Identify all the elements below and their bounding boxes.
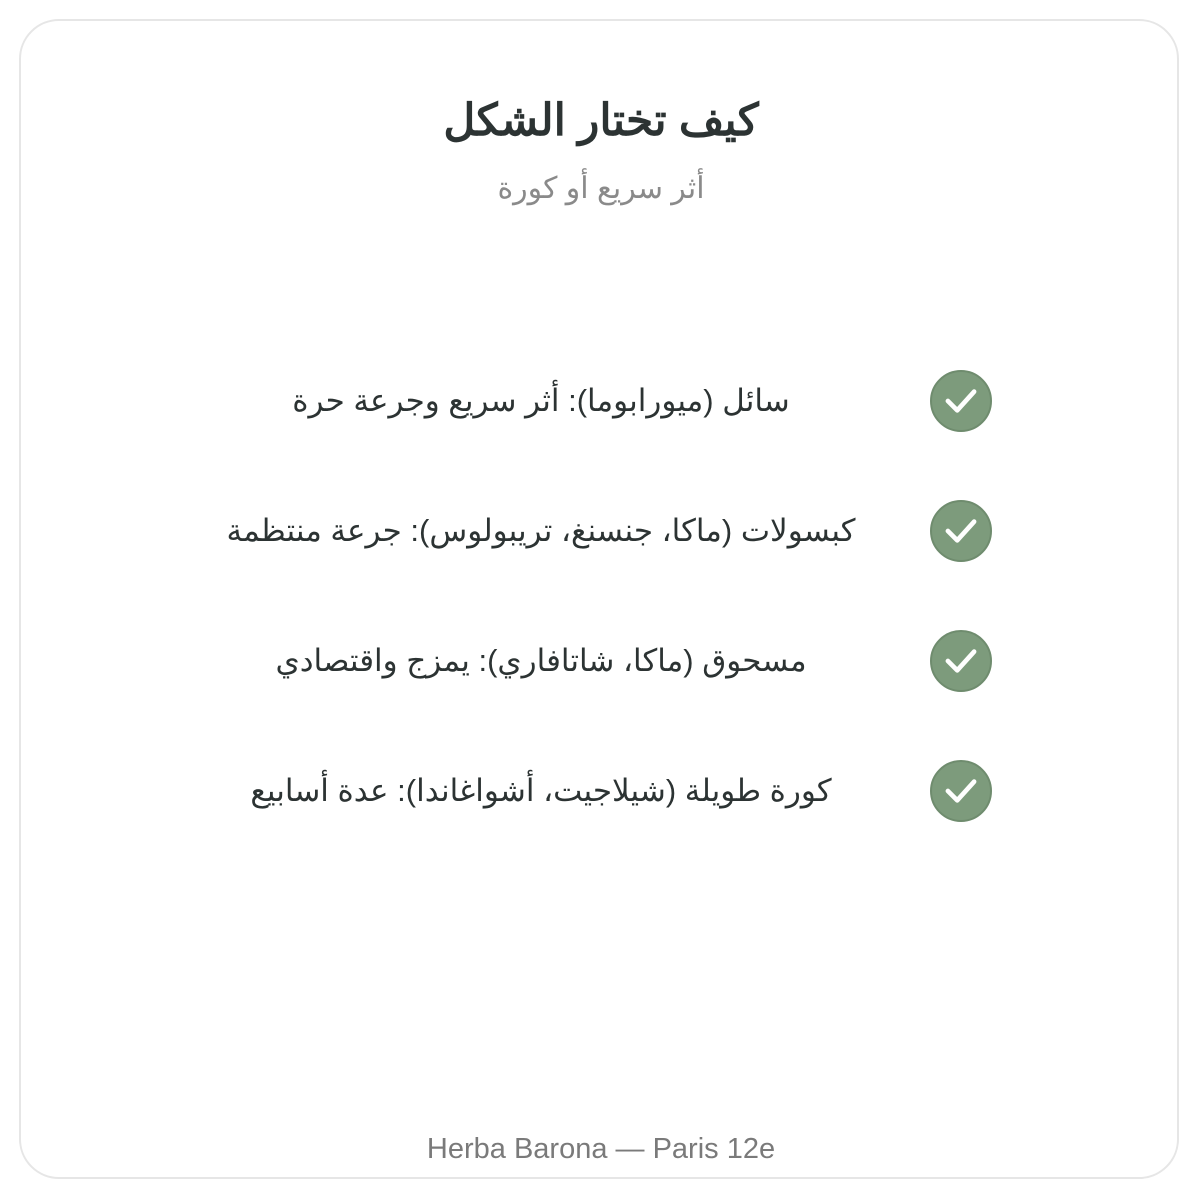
list-item-text: مسحوق (ماكا، شاتافاري): يمزج واقتصادي xyxy=(275,643,807,678)
page-subtitle: أثر سريع أو كورة xyxy=(497,172,705,205)
footer-brand: Herba Barona — Paris 12e xyxy=(426,1133,776,1165)
list-item-text: كبسولات (ماكا، جنسنغ، تريبولوس): جرعة منتظمة xyxy=(226,513,856,548)
info-card xyxy=(19,19,1179,1179)
page-title: كيف تختار الشكل xyxy=(443,96,759,145)
list-item xyxy=(21,500,1181,564)
list-item xyxy=(21,760,1181,824)
list-item-text: سائل (ميورابوما): أثر سريع وجرعة حرة xyxy=(292,383,790,418)
list-item xyxy=(21,370,1181,434)
list-item xyxy=(21,630,1181,694)
list-item-text: كورة طويلة (شيلاجيت، أشواغاندا): عدة أسابيع xyxy=(250,773,832,808)
